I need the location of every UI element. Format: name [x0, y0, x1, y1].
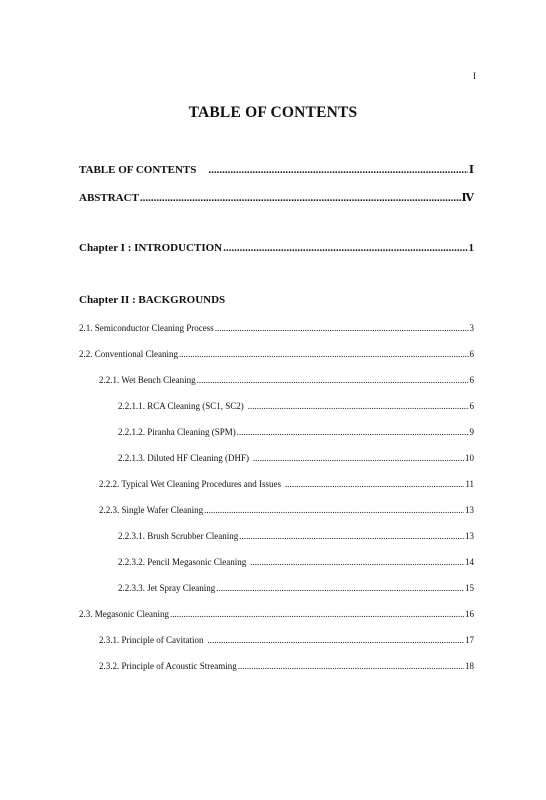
toc-entry-label: 2.3.1. Principle of Cavitation — [99, 635, 204, 645]
toc-entry-label: ABSTRACT — [79, 192, 139, 204]
toc-entry-label: 2.2.3. Single Wafer Cleaning — [99, 505, 204, 515]
toc-entry-page: 6 — [469, 401, 474, 411]
leader-dots — [238, 661, 464, 671]
toc-entry-page: 16 — [465, 609, 474, 619]
toc-entry-label: 2.2.2. Typical Wet Cleaning Procedures and Issues — [99, 479, 282, 489]
leader-dots — [140, 192, 461, 204]
page-number: I — [473, 71, 476, 81]
toc-entry-page: 17 — [465, 635, 474, 645]
toc-entry-label: 2.2.1. Wet Bench Cleaning — [99, 375, 196, 385]
leader-dots — [197, 375, 469, 385]
toc-entry — [99, 479, 474, 489]
toc-entry — [118, 453, 474, 463]
leader-dots — [250, 557, 464, 567]
leader-dots — [223, 242, 467, 254]
toc-entry — [79, 349, 474, 359]
toc-entry — [79, 323, 474, 333]
toc-entry-page: 11 — [465, 479, 474, 489]
toc-entry-page: 6 — [469, 349, 474, 359]
toc-entry — [79, 191, 474, 204]
toc-entry-page: 10 — [465, 453, 474, 463]
toc-entry-label: 2.2.1.1. RCA Cleaning (SC1, SC2) — [118, 401, 244, 411]
toc-entry — [118, 401, 474, 411]
toc-entry — [99, 375, 474, 385]
toc-entry-label: 2.1. Semiconductor Cleaning Process — [79, 323, 214, 333]
toc-entry-page: 1 — [468, 242, 474, 254]
leader-dots — [253, 453, 464, 463]
toc-entry-label: 2.2.1.3. Diluted HF Cleaning (DHF) — [118, 453, 249, 463]
toc-entry-page: 13 — [465, 531, 474, 541]
toc-entry — [118, 427, 474, 437]
leader-dots — [237, 427, 469, 437]
toc-entry — [99, 661, 474, 671]
leader-dots — [285, 479, 464, 489]
leader-dots — [179, 349, 469, 359]
chapter-heading: Chapter II : BACKGROUNDS — [79, 294, 226, 306]
toc-entry-label: 2.3. Megasonic Cleaning — [79, 609, 169, 619]
toc-entry — [118, 531, 474, 541]
leader-dots — [204, 505, 464, 515]
toc-entry — [79, 609, 474, 619]
leader-dots — [208, 164, 467, 176]
toc-entry-page: Ⅳ — [461, 192, 474, 204]
toc-entry-label: 2.2.3.2. Pencil Megasonic Cleaning — [118, 557, 247, 567]
leader-dots — [239, 531, 464, 541]
toc-entry-label: 2.2. Conventional Cleaning — [79, 349, 178, 359]
toc-entry-page: 3 — [469, 323, 474, 333]
toc-entry-label: 2.2.3.1. Brush Scrubber Cleaning — [118, 531, 239, 541]
toc-entry-label: 2.2.3.3. Jet Spray Cleaning — [118, 583, 216, 593]
leader-dots — [216, 583, 464, 593]
toc-entry — [118, 557, 474, 567]
toc-entry-label: TABLE OF CONTENTS — [79, 164, 197, 176]
toc-entry — [99, 505, 474, 515]
toc-entry-label: 2.3.2. Principle of Acoustic Streaming — [99, 661, 237, 671]
toc-entry — [118, 583, 474, 593]
toc-entry-page: 15 — [465, 583, 474, 593]
leader-dots — [207, 635, 464, 645]
toc-entry-page: 14 — [465, 557, 474, 567]
toc-entry — [79, 242, 474, 254]
leader-dots — [215, 323, 469, 333]
page-title: TABLE OF CONTENTS — [188, 104, 358, 121]
toc-entry-page: Ⅰ — [468, 164, 474, 176]
toc-entry-page: 9 — [469, 427, 474, 437]
toc-entry-page: 18 — [465, 661, 474, 671]
leader-dots — [248, 401, 469, 411]
toc-entry-page: 13 — [465, 505, 474, 515]
toc-entry-label: Chapter I : INTRODUCTION — [79, 242, 223, 254]
toc-entry-page: 6 — [469, 375, 474, 385]
toc-entry — [79, 163, 474, 176]
toc-entry — [99, 635, 474, 645]
toc-entry-label: 2.2.1.2. Piranha Cleaning (SPM) — [118, 427, 236, 437]
leader-dots — [170, 609, 464, 619]
